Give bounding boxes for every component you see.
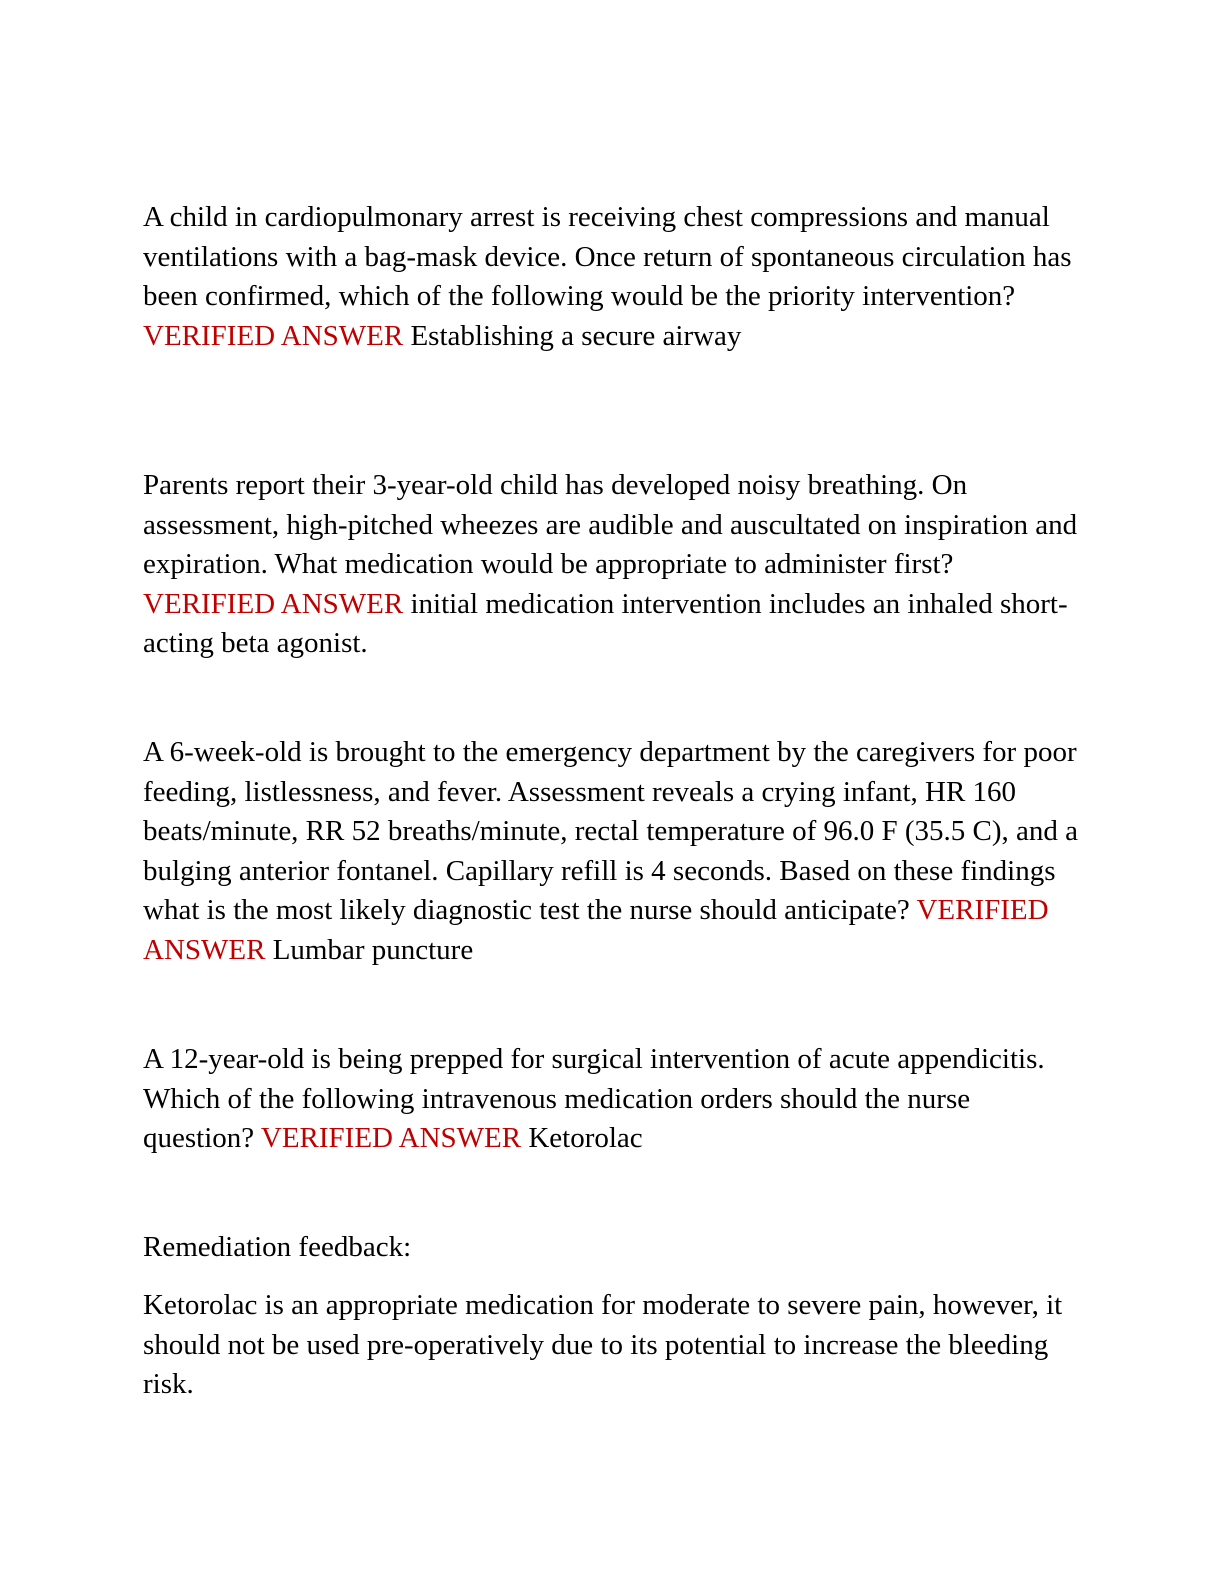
verified-answer-label: VERIFIED ANSWER	[143, 587, 404, 620]
verified-answer-label: VERIFIED ANSWER	[143, 319, 404, 352]
question-text: A 6-week-old is brought to the emergency department by the caregivers for poor feeding, listlessness, and fever. Assessment reveals a crying infant, HR 160 beats/minute, RR 52 breaths/minute, rectal temperature of 96.0 F (35.5 C), and a bulging anterior fontanel. Capillary refill is 4 seconds. Based on these findings what is the most likely diagnostic test the nurse should anticipate?	[143, 736, 1079, 927]
remediation-body: Ketorolac is an appropriate medication for moderate to severe pain, however, it should not be used pre-operatively due to its potential to increase the bleeding risk.	[143, 1289, 1063, 1401]
remediation-heading: Remediation feedback:	[143, 1231, 412, 1263]
answer-text: Ketorolac	[528, 1122, 643, 1155]
question-text: A child in cardiopulmonary arrest is receiving chest compressions and manual ventilations with a bag-mask device. Once return of spontaneous circulation has been confirmed, which of the following would be the priority intervention?	[143, 201, 1072, 313]
question-block	[143, 466, 1083, 664]
question-block	[143, 198, 1083, 356]
answer-text: initial medication intervention includes an inhaled short-acting beta agonist.	[143, 587, 1068, 660]
question-text: Parents report their 3-year-old child has developed noisy breathing. On assessment, high-pitched wheezes are audible and auscultated on inspiration and expiration. What medication would be appropriate to administer first?	[143, 469, 1078, 581]
question-text: A 12-year-old is being prepped for surgical intervention of acute appendicitis. Which of the following intravenous medication orders should the nurse question?	[143, 1043, 1045, 1155]
question-block	[143, 1040, 1083, 1159]
verified-answer-label: VERIFIED ANSWER	[143, 894, 1049, 966]
question-block	[143, 733, 1083, 971]
answer-text: Establishing a secure airway	[410, 319, 742, 352]
verified-answer-label: VERIFIED ANSWER	[260, 1122, 522, 1155]
answer-text: Lumbar puncture	[272, 933, 474, 966]
